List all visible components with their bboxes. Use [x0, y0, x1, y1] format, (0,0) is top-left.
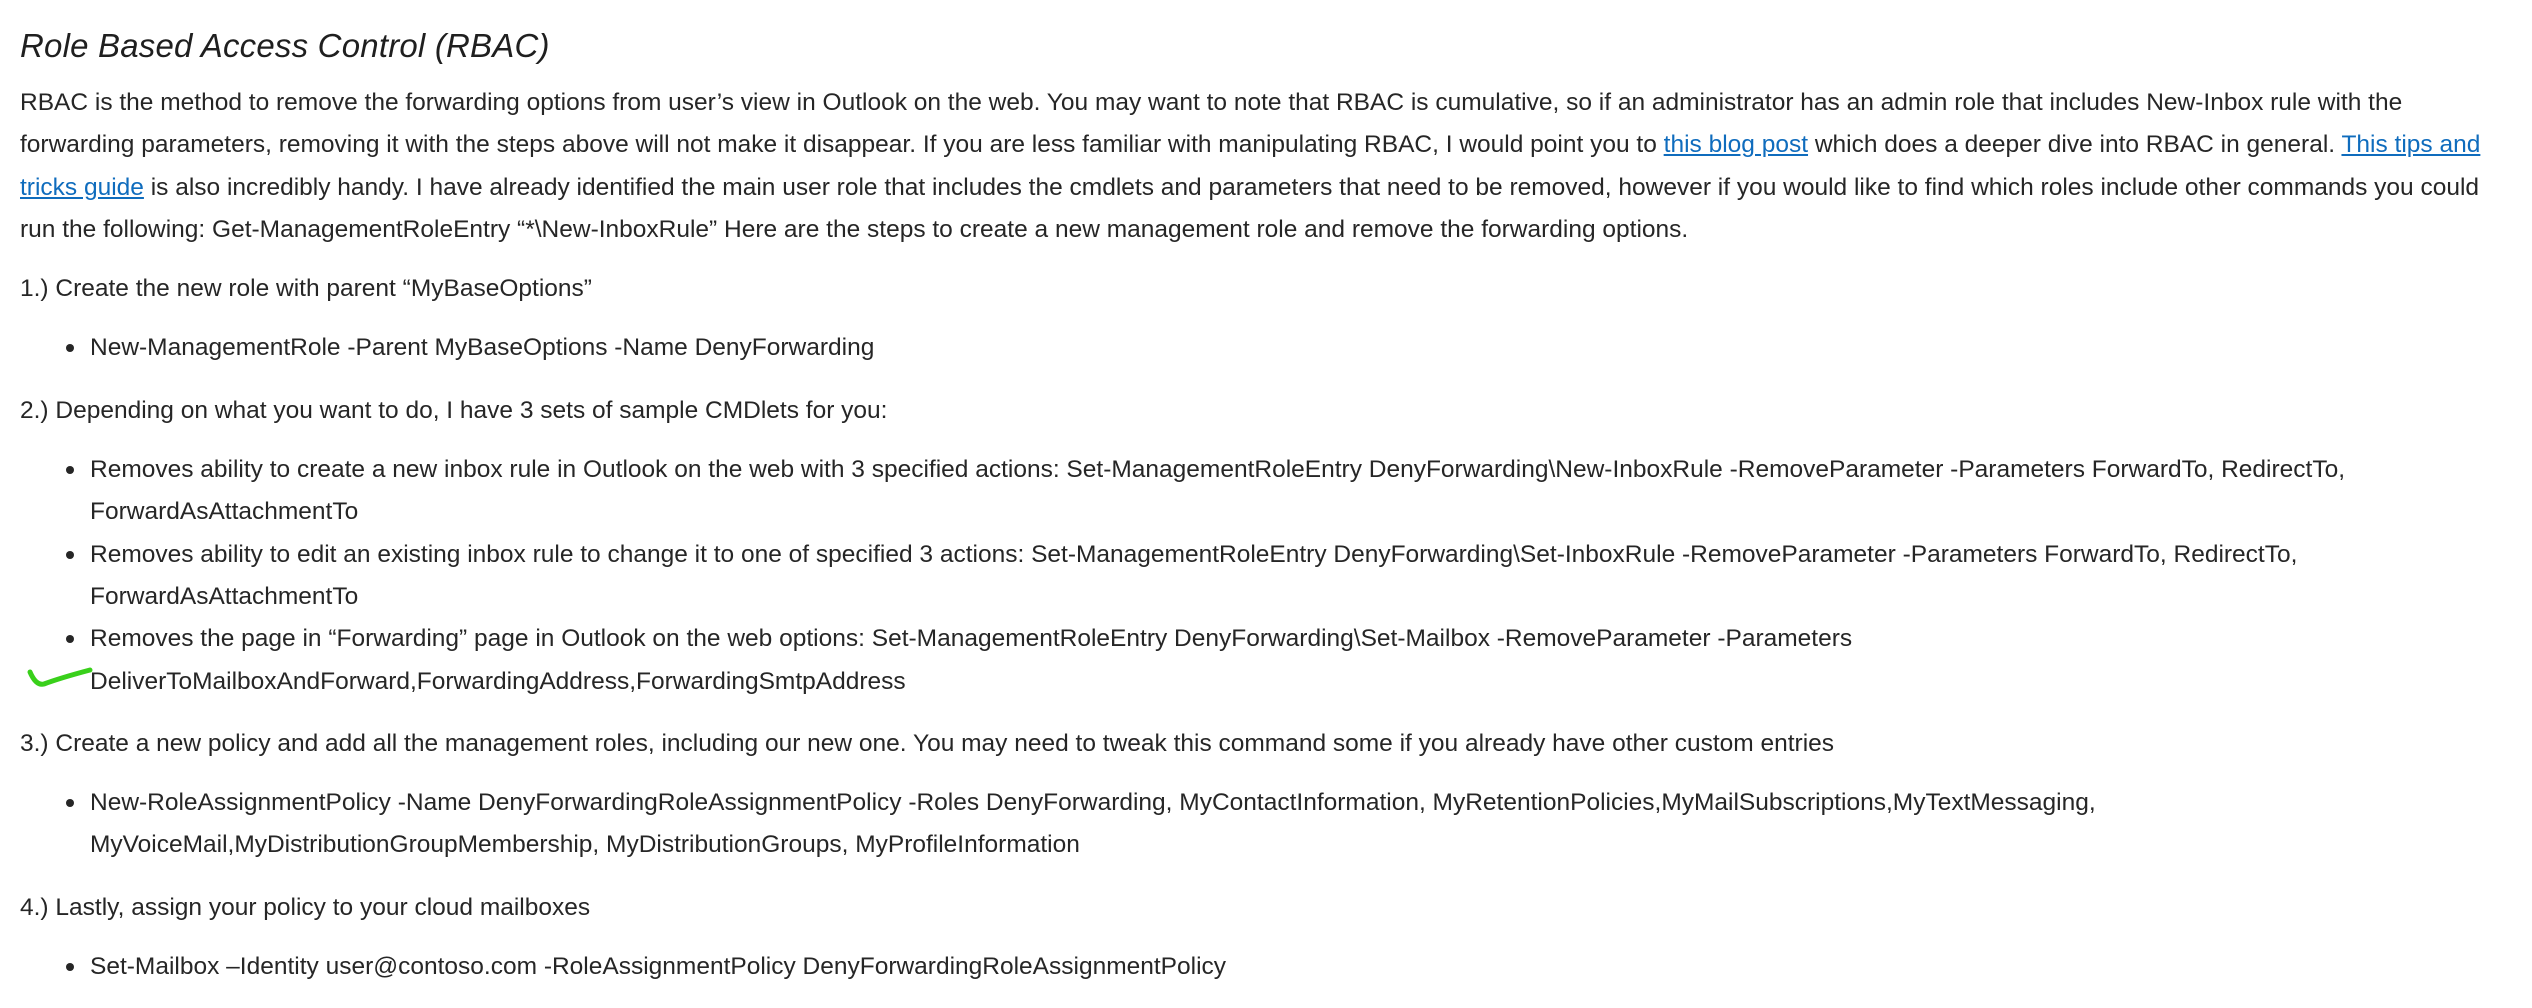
- list-item: Set-Mailbox –Identity user@contoso.com -RoleAssignmentPolicy DenyForwardingRoleAssignmentPolicy: [90, 946, 2510, 988]
- page-title: Role Based Access Control (RBAC): [20, 27, 550, 64]
- list-item: Removes ability to create a new inbox rule in Outlook on the web with 3 specified actions: Set-ManagementRoleEntry DenyForwarding\New-InboxRule -RemoveParameter -Parameters ForwardTo, RedirectTo, ForwardAsAttachmentTo: [90, 449, 2510, 534]
- intro-text-3: is also incredibly handy. I have already identified the main user role that includes the cmdlets and parameters that need to be removed, however if you would like to find which roles include other commands you could run the following: Get-ManagementRoleEntry “*\New-InboxRule” Here are the steps to create a new management role and remove the forwarding options.: [20, 173, 2480, 243]
- article: [20, 24, 2510, 1008]
- intro-paragraph: [20, 82, 2510, 251]
- blog-post-link[interactable]: this blog post: [1663, 131, 1809, 159]
- intro-text-2: which does a deeper dive into RBAC in general.: [1808, 131, 2342, 159]
- intro-text-1: RBAC is the method to remove the forwarding options from user’s view in Outlook on the web. You may want to note that RBAC is cumulative, so if an administrator has an admin role that includes New-Inbox rule with the forwarding parameters, removing it with the steps above will not make it disappear. If you are less familiar with manipulating RBAC, I would point you to: [20, 89, 2403, 159]
- step-2-heading: 2.) Depending on what you want to do, I have 3 sets of sample CMDlets for you:: [20, 396, 888, 424]
- list-item: Removes ability to edit an existing inbox rule to change it to one of specified 3 actions: Set-ManagementRoleEntry DenyForwarding\Set-InboxRule -RemoveParameter -Parameters ForwardTo, RedirectTo, ForwardAsAttachmentTo: [90, 534, 2510, 619]
- step-3-list: [20, 782, 2510, 867]
- step-1-heading: 1.) Create the new role with parent “MyBaseOptions”: [20, 275, 592, 303]
- step-1-list: [20, 327, 2510, 369]
- step-4-heading: 4.) Lastly, assign your policy to your cloud mailboxes: [20, 893, 591, 921]
- list-item: New-RoleAssignmentPolicy -Name DenyForwardingRoleAssignmentPolicy -Roles DenyForwarding, MyContactInformation, MyRetentionPolicies,MyMailSubscriptions,MyTextMessaging, MyVoiceMail,MyDistributionGroupMembership, MyDistributionGroups, MyProfileInformation: [90, 782, 2510, 867]
- list-item: Removes the page in “Forwarding” page in Outlook on the web options: Set-ManagementRoleEntry DenyForwarding\Set-Mailbox -RemoveParameter -Parameters DeliverToMailboxAndForward,ForwardingAddress,ForwardingSmtpAddress: [90, 618, 2510, 703]
- list-item: New-ManagementRole -Parent MyBaseOptions -Name DenyForwarding: [90, 327, 2510, 369]
- step-3-heading: 3.) Create a new policy and add all the management roles, including our new one. You may need to tweak this command some if you already have other custom entries: [20, 729, 1835, 757]
- checkmark-annotation-icon: [26, 656, 96, 696]
- tips-and-tricks-link[interactable]: This tips and tricks guide: [20, 131, 2481, 201]
- step-4-list: [20, 946, 2510, 988]
- step-2-list: [20, 449, 2510, 703]
